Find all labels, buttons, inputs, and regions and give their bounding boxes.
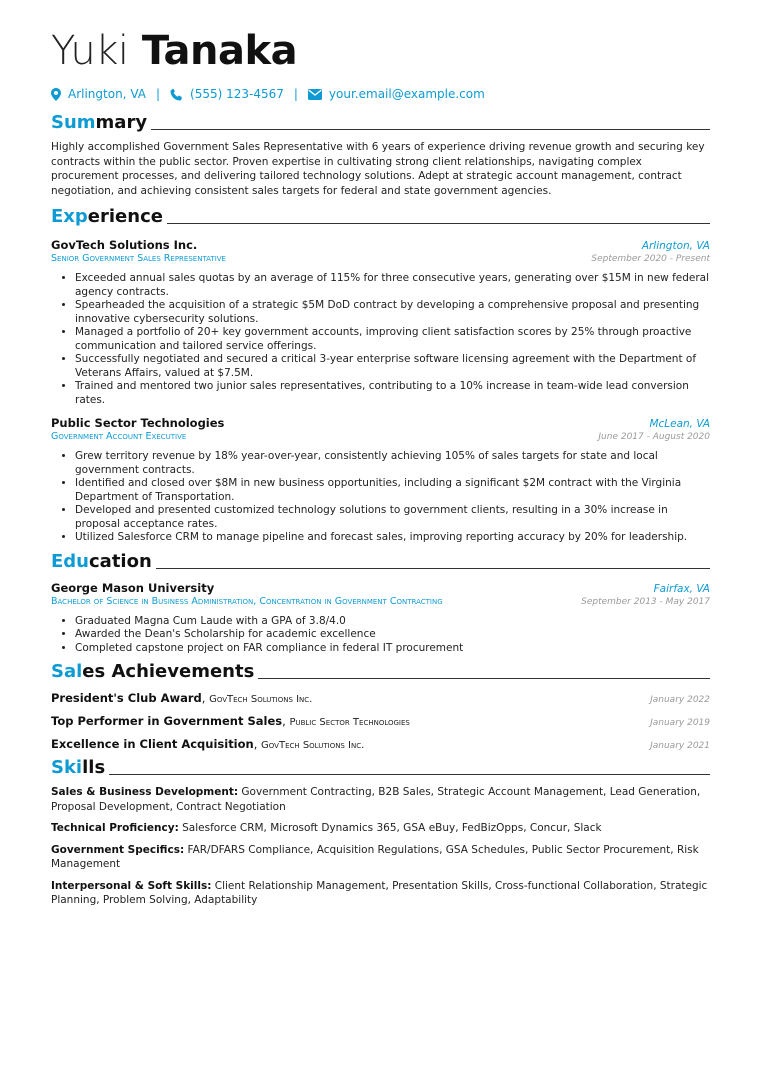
school-name: George Mason University: [51, 580, 215, 595]
job-dates: June 2017 - August 2020: [598, 432, 710, 442]
candidate-name: [51, 28, 710, 74]
skill-row: [51, 821, 710, 836]
achievement-org: GovTech Solutions Inc.: [209, 694, 313, 705]
achievement-title: President's Club Award: [51, 691, 202, 705]
last-name: Tanaka: [141, 28, 298, 74]
education-entry: [51, 581, 710, 656]
list-item: • Trained and mentored two junior sales representatives, contributing to a 10% increase in team-wide lead conversion rates.: [75, 380, 710, 407]
section-divider: [109, 774, 710, 775]
list-item: • Graduated Magna Cum Laude with a GPA of 3.8/4.0: [75, 615, 710, 629]
section-divider: [151, 129, 710, 130]
contact-location: [51, 87, 146, 101]
job-title: Senior Government Sales Representative: [51, 253, 226, 264]
list-item: • Successfully negotiated and secured a critical 3-year enterprise software licensing agreement with the Department of Veterans Affairs, valued at $7.5M.: [75, 353, 710, 380]
contact-phone[interactable]: [170, 87, 284, 101]
experience-heading: Experience: [51, 206, 710, 228]
list-item: • Managed a portfolio of 20+ key government accounts, improving client satisfaction scores by 25% through proactive communication and tailored service offerings.: [75, 326, 710, 353]
achievements-heading: Sales Achievements: [51, 661, 710, 683]
list-item: • Utilized Salesforce CRM to manage pipeline and forecast sales, improving reporting accuracy by 20% for leadership.: [75, 531, 710, 545]
skill-label: Interpersonal & Soft Skills:: [51, 879, 212, 892]
job-bullets: [51, 450, 710, 545]
list-item: • Spearheaded the acquisition of a strategic $5M DoD contract by developing a comprehensive proposal and presenting innovative cybersecurity solutions.: [75, 299, 710, 326]
contact-separator: |: [155, 87, 161, 101]
achievement-date: January 2021: [650, 741, 710, 751]
achievement-item: Excellence in Client Acquisition, GovTech Solutions Inc. January 2021: [51, 737, 710, 751]
location-text: Arlington, VA: [68, 87, 146, 101]
section-divider: [167, 223, 710, 224]
achievement-date: January 2019: [650, 718, 710, 728]
achievement-item: President's Club Award, GovTech Solutions Inc. January 2022: [51, 691, 710, 705]
education-heading: Education: [51, 551, 710, 573]
achievement-org: Public Sector Technologies: [289, 717, 410, 728]
skill-list: Client Relationship Management, Presentation Skills, Cross-functional Collaboration, Strategic Planning, Problem Solving, Adaptability: [51, 879, 708, 906]
map-marker-icon: [51, 88, 61, 101]
skill-row: [51, 843, 710, 872]
employer-name: GovTech Solutions Inc.: [51, 238, 198, 252]
skill-label: Sales & Business Development:: [51, 786, 239, 798]
contact-email[interactable]: [308, 87, 485, 101]
skill-row: [51, 785, 710, 814]
degree: Bachelor of Science in Business Administration, Concentration in Government Contracting: [51, 595, 443, 607]
phone-text: (555) 123-4567: [190, 87, 284, 101]
first-name: Yuki: [51, 28, 129, 74]
achievement-title: Excellence in Client Acquisition: [51, 737, 254, 751]
job-title: Government Account Executive: [51, 431, 187, 442]
summary-heading: Summary: [51, 112, 710, 134]
job-dates: September 2020 - Present: [591, 254, 710, 264]
skills-heading: Skills: [51, 757, 710, 779]
education-dates: September 2013 - May 2017: [581, 596, 710, 607]
school-location: Fairfax, VA: [653, 582, 710, 595]
section-divider: [156, 568, 710, 569]
email-text: your.email@example.com: [328, 87, 485, 101]
list-item: • Exceeded annual sales quotas by an average of 115% for three consecutive years, generating over $15M in new federal agency contracts.: [75, 272, 710, 299]
skill-label: Government Specifics:: [51, 843, 185, 856]
contact-bar: [51, 86, 710, 102]
achievement-item: Top Performer in Government Sales, Public Sector Technologies January 2019: [51, 714, 710, 728]
experience-entry: [51, 238, 710, 407]
list-item: • Grew territory revenue by 18% year-over-year, consistently achieving 105% of sales targets for state and local government contracts.: [75, 450, 710, 477]
skill-label: Technical Proficiency:: [51, 822, 179, 834]
list-item: • Completed capstone project on FAR compliance in federal IT procurement: [75, 642, 710, 656]
job-bullets: [51, 272, 710, 407]
employer-location: McLean, VA: [649, 418, 710, 430]
phone-icon: [170, 88, 183, 101]
list-item: • Awarded the Dean's Scholarship for academic excellence: [75, 628, 710, 642]
achievement-org: GovTech Solutions Inc.: [261, 740, 365, 751]
employer-location: Arlington, VA: [641, 240, 710, 252]
list-item: • Developed and presented customized technology solutions to government clients, resulting in a 30% increase in proposal acceptance rates.: [75, 504, 710, 531]
skill-list: Salesforce CRM, Microsoft Dynamics 365, GSA eBuy, FedBizOpps, Concur, Slack: [182, 822, 602, 834]
contact-separator: |: [293, 87, 298, 101]
envelope-icon: [308, 89, 322, 100]
summary-text: Highly accomplished Government Sales Representative with 6 years of experience driving revenue growth and securing key contracts within the public sector. Proven expertise in cultivating strong client relationships, navigating complex procurement processes, and delivering tailored technology solutions. Adept at strategic account management, contract negotiation, and achieving consistent sales targets for federal and state government agencies.: [51, 141, 705, 197]
education-bullets: [51, 615, 710, 656]
experience-entry: [51, 416, 710, 545]
list-item: • Identified and closed over $8M in new business opportunities, including a significant $2M contract with the Virginia Department of Transportation.: [75, 477, 710, 504]
section-divider: [258, 678, 710, 679]
skill-list: Government Contracting, B2B Sales, Strategic Account Management, Lead Generation, Proposal Development, Contract Negotiation: [51, 786, 701, 813]
skill-list: FAR/DFARS Compliance, Acquisition Regulations, GSA Schedules, Public Sector Procurement, Risk Management: [51, 843, 699, 870]
skill-row: [51, 879, 710, 908]
achievement-date: January 2022: [650, 695, 710, 705]
employer-name: Public Sector Technologies: [51, 416, 225, 430]
achievement-title: Top Performer in Government Sales: [51, 714, 283, 728]
